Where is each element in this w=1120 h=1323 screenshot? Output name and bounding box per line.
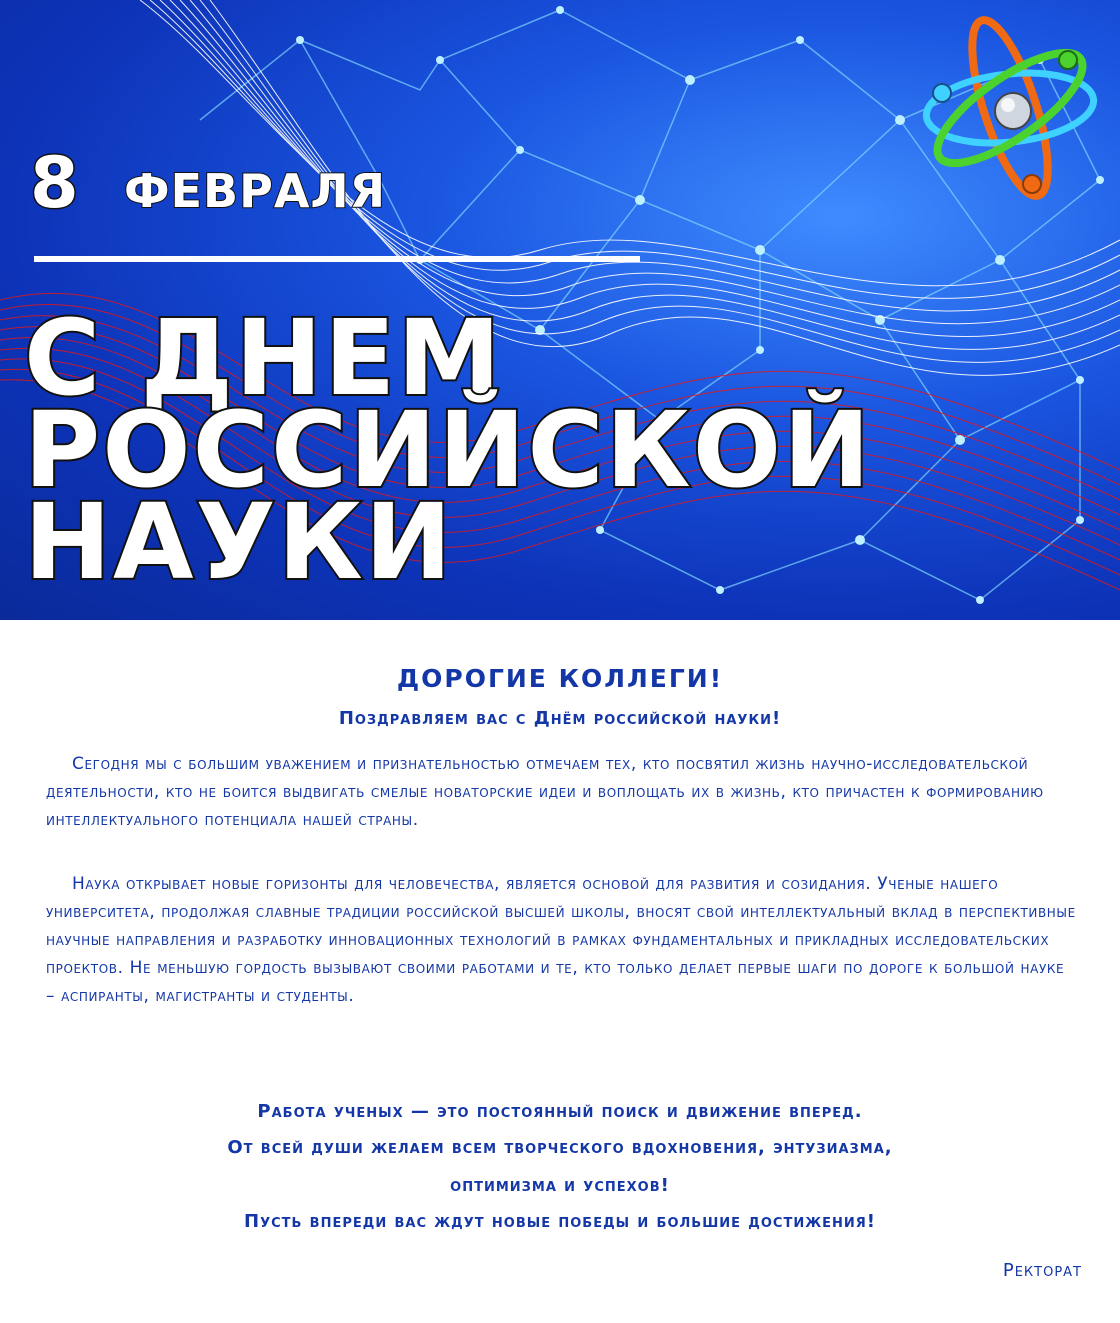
headline-line-1: С ДНЕМ	[24, 297, 503, 419]
headline	[24, 297, 873, 603]
headline-line-2: РОССИЙСКОЙ	[24, 389, 873, 511]
atom-icon	[920, 8, 1100, 208]
date-month: ФЕВРАЛЯ	[124, 164, 387, 218]
date-divider	[34, 256, 640, 262]
greeting-heading: ДОРОГИЕ КОЛЛЕГИ!	[396, 664, 724, 693]
paragraph-1: Сегодня мы с большим уважением и признательностью отмечаем тех, кто посвятил жизнь научно-исследовательской деятельности, кто не боится выдвигать смелые новаторские идеи и воплощать их в жизнь, кто причастен к формированию интеллектуального потенциала нашей страны.	[46, 754, 1044, 830]
header-banner	[0, 0, 1120, 620]
headline-line-3: НАУКИ	[24, 481, 454, 603]
wish-line-2: От всей души желаем всем творческого вдохновения, энтузиазма,	[227, 1137, 893, 1158]
paragraph-2: Наука открывает новые горизонты для человечества, является основой для развития и созидания. Ученые нашего университета, продолжая славные традиции российской высшей школы, вносят свой интеллектуальный вклад в перспективные научные направления и разработку инновационных технологий в рамках фундаментальных и прикладных исследовательских проектов. Не меньшую гордость вызывают своими работами и те, кто только делает первые шаги по дороге к большой науке – аспиранты, магистранты и студенты.	[46, 874, 1076, 1006]
signature: Ректорат	[1002, 1260, 1082, 1281]
wish-line-3: оптимизма и успехов!	[450, 1175, 670, 1196]
wish-line-1: Работа ученых — это постоянный поиск и движение вперед.	[257, 1101, 863, 1122]
congratulation-subheading: Поздравляем вас с Днём российской науки!	[338, 708, 782, 729]
date-number: 8	[30, 142, 79, 224]
wish-line-4: Пусть впереди вас ждут новые победы и большие достижения!	[244, 1211, 876, 1232]
